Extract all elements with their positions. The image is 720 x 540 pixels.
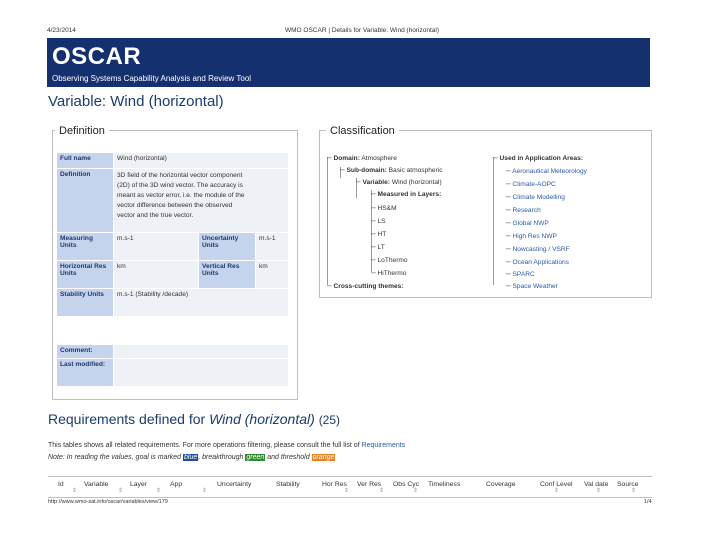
tree-layer-item[interactable]: ─ LT xyxy=(371,244,385,251)
column-header[interactable]: Source ⇕ xyxy=(617,481,639,494)
vertical-res-value: km xyxy=(256,261,289,289)
oscar-banner xyxy=(47,38,650,87)
tree-app-item[interactable]: ─ Climate Modelling xyxy=(506,194,565,201)
definition-label: Definition xyxy=(57,169,114,233)
full-name-value: Wind (horizontal) xyxy=(114,153,289,169)
tree-app-item[interactable]: ─ SPARC xyxy=(506,271,535,278)
stability-value: m.s-1 (Stability /decade) xyxy=(114,289,289,317)
last-modified-label: Last modified: xyxy=(57,359,114,387)
column-header[interactable]: Timeliness xyxy=(428,481,461,488)
vertical-res-label: Vertical Res Units xyxy=(199,261,256,289)
horizontal-res-label: Horizontal Res Units xyxy=(57,261,114,289)
tree-layer-item[interactable]: ─ LS xyxy=(371,218,386,225)
tree-app-item[interactable]: ─ Nowcasting / VSRF xyxy=(506,246,570,253)
tree-domain: ─ Domain: Atmosphere xyxy=(327,155,397,162)
comment-label: Comment: xyxy=(57,345,114,359)
stability-label: Stability Units xyxy=(57,289,114,317)
column-header[interactable]: Hor Res ⇕ xyxy=(322,481,350,494)
definition-table xyxy=(56,152,289,317)
comment-table xyxy=(56,344,289,387)
comment-value xyxy=(114,345,289,359)
goal-tag: blue xyxy=(184,454,198,461)
tree-layer-item[interactable]: ─ LoThermo xyxy=(371,257,408,264)
definition-value: 3D field of the horizontal vector component (2D) of the 3D wind vector. The accuracy is meant as vector error, i.e. the module of the vector difference between the observed vector and the true vector. xyxy=(114,169,289,233)
breakthrough-tag: green xyxy=(246,454,265,461)
tree-layer-item[interactable]: ─ HiThermo xyxy=(371,270,407,277)
uncertainty-units-value: m.s-1 xyxy=(256,233,289,261)
threshold-tag: orange xyxy=(312,454,335,461)
column-header[interactable]: Id ⇕ xyxy=(58,481,78,494)
tree-app-item[interactable]: ─ Ocean Applications xyxy=(506,259,569,266)
requirements-title: Requirements defined for Wind (horizontal) (25) xyxy=(48,411,341,427)
footer-url: http://www.wmo-sat.info/oscar/variables/view/179 xyxy=(48,499,168,505)
tree-crosscutting: ─ Cross-cutting themes: xyxy=(327,283,404,290)
column-header[interactable]: Variable ⇕ xyxy=(84,481,124,494)
measuring-units-label: Measuring Units xyxy=(57,233,114,261)
banner-subtitle: Observing Systems Capability Analysis and Review Tool xyxy=(52,74,252,83)
column-header[interactable]: Layer ⇕ xyxy=(130,481,162,494)
tree-subdomain: ─ Sub-domain: Basic atmospheric xyxy=(340,167,443,174)
column-header[interactable]: Uncertainty xyxy=(217,481,252,488)
horizontal-res-value: km xyxy=(114,261,199,289)
requirements-link[interactable]: Requirements xyxy=(361,442,406,449)
tree-app-item[interactable]: ─ Research xyxy=(506,207,541,214)
tree-apps-heading: ─ Used in Application Areas: xyxy=(493,155,583,162)
tree-layer-item[interactable]: ─ HT xyxy=(371,231,387,238)
header-date: 4/23/2014 xyxy=(47,27,76,34)
tree-line-root xyxy=(327,157,328,285)
tree-app-item[interactable]: ─ Space Weather xyxy=(506,283,558,290)
measuring-units-value: m.s-1 xyxy=(114,233,199,261)
tree-app-item[interactable]: ─ Climate-AOPC xyxy=(506,181,556,188)
tree-variable: ─ Variable: Wind (horizontal) xyxy=(356,179,442,186)
tree-layers-heading: ─ Measured in Layers: xyxy=(371,191,442,198)
footer-page: 1/4 xyxy=(644,499,652,505)
requirements-note: Note: In reading the values, goal is marked blue, breakthrough green and threshold orange xyxy=(48,454,335,461)
column-header[interactable]: Val date ⇕ xyxy=(584,481,609,494)
uncertainty-units-label: Uncertainty Units xyxy=(199,233,256,261)
column-header[interactable]: Coverage xyxy=(486,481,516,488)
definition-title: Definition xyxy=(55,125,109,137)
column-header[interactable]: Ver Res ⇕ xyxy=(357,481,385,494)
classification-title: Classification xyxy=(326,125,399,137)
tree-line-apps xyxy=(493,157,494,285)
requirements-info: This tables shows all related requirements. For more operations filtering, please consult the full list of Requirements xyxy=(48,442,406,449)
header-page-title: WMO OSCAR | Details for Variable: Wind (horizontal) xyxy=(285,27,439,34)
column-header[interactable]: Stability xyxy=(276,481,300,488)
full-name-label: Full name xyxy=(57,153,114,169)
column-header[interactable]: Obs Cyc ⇕ xyxy=(393,481,420,494)
tree-app-item[interactable]: ─ Aeronautical Meteorology xyxy=(506,168,587,175)
tree-app-item[interactable]: ─ High Res NWP xyxy=(506,233,557,240)
requirements-table-header xyxy=(48,476,652,498)
column-header[interactable]: App ⇕ xyxy=(170,481,208,494)
banner-title[interactable]: OSCAR xyxy=(52,43,142,70)
last-modified-value xyxy=(114,359,289,387)
column-header[interactable]: Conf Level ⇕ xyxy=(540,481,573,494)
tree-layer-item[interactable]: ─ HS&M xyxy=(371,205,397,212)
page-title: Variable: Wind (horizontal) xyxy=(48,93,224,110)
tree-app-item[interactable]: ─ Global NWP xyxy=(506,220,549,227)
